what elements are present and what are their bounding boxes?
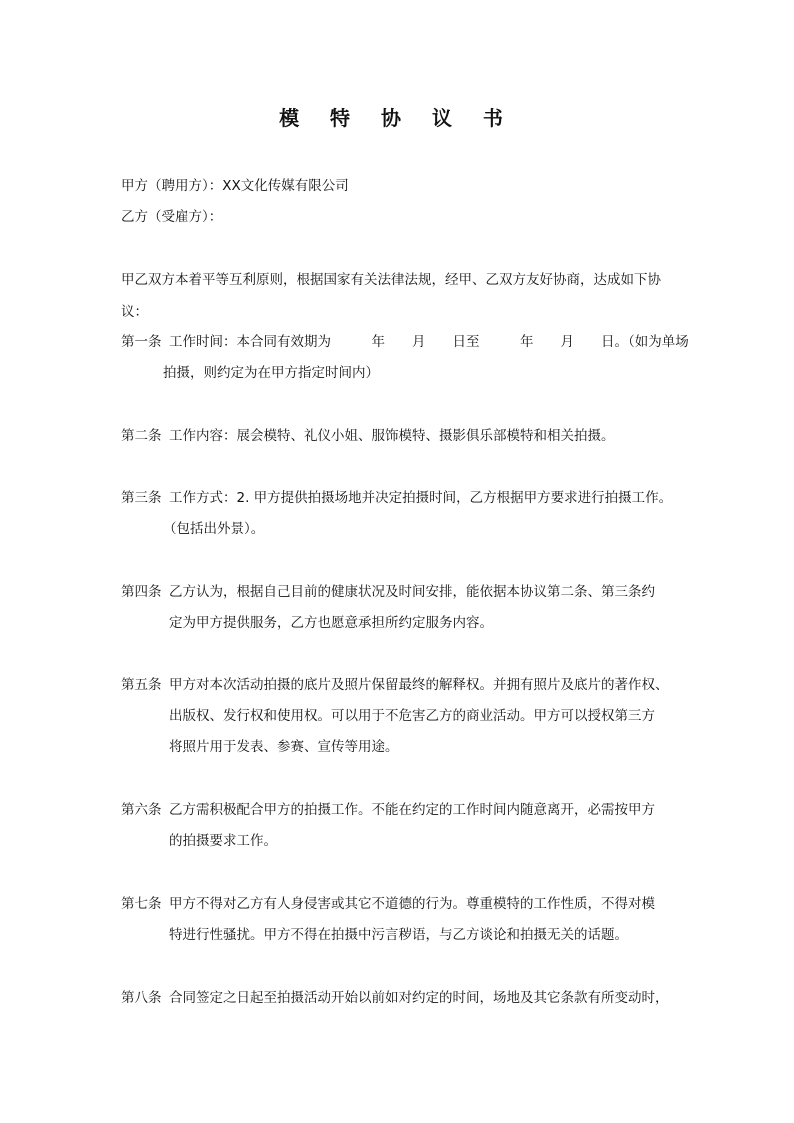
intro-line: 甲乙双方本着平等互利原则，根据国家有关法律法规，经甲、乙双方友好协商，达成如下协 xyxy=(121,272,661,288)
article-text: 拍摄，则约定为在甲方指定时间内） xyxy=(163,365,379,381)
article-text: 特进行性骚扰。甲方不得在拍摄中污言秽语，与乙方谈论和拍摄无关的话题。 xyxy=(169,927,628,943)
article-text: 出版权、发行权和使用权。可以用于不危害乙方的商业活动。甲方可以授权第三方 xyxy=(169,708,655,724)
party-a-line: 甲方（聘用方）：XX文化传媒有限公司 xyxy=(121,178,349,194)
intro-line: 议： xyxy=(121,304,148,320)
article-text: 工作内容：展会模特、礼仪小姐、服饰模特、摄影俱乐部模特和相关拍摄。 xyxy=(169,428,615,444)
article-text: 甲方不得对乙方有人身侵害或其它不道德的行为。尊重模特的工作性质，不得对模 xyxy=(169,896,655,912)
article-text: 工作时间：本合同有效期为 年 月 日至 年 月 日。（如为单场 xyxy=(169,334,689,350)
article-label: 第七条 xyxy=(121,896,162,912)
article-8 xyxy=(121,989,681,1009)
article-5 xyxy=(121,676,681,758)
article-1 xyxy=(121,333,689,383)
document-title: 模 特 协 议 书 xyxy=(279,106,515,130)
article-2 xyxy=(121,427,681,447)
article-label: 第五条 xyxy=(121,677,162,693)
article-text: 合同签定之日起至拍摄活动开始以前如对约定的时间，场地及其它条款有所变动时， xyxy=(169,990,669,1006)
article-text: 的拍摄要求工作。 xyxy=(169,833,277,849)
article-text: 乙方需积极配合甲方的拍摄工作。不能在约定的工作时间内随意离开，必需按甲方 xyxy=(169,802,655,818)
article-label: 第一条 xyxy=(121,334,162,350)
article-6 xyxy=(121,801,681,851)
article-label: 第四条 xyxy=(121,584,162,600)
article-text: （包括出外景）。 xyxy=(163,521,265,537)
article-label: 第六条 xyxy=(121,802,162,818)
article-4 xyxy=(121,583,681,633)
article-text: 乙方认为，根据自己目前的健康状况及时间安排，能依据本协议第二条、第三条约 xyxy=(169,584,655,600)
article-text: 定为甲方提供服务，乙方也愿意承担所约定服务内容。 xyxy=(169,615,493,631)
article-text: 工作方式：2. 甲方提供拍摄场地并决定拍摄时间，乙方根据甲方要求进行拍摄工作。 xyxy=(169,490,673,506)
article-label: 第三条 xyxy=(121,490,162,506)
article-label: 第八条 xyxy=(121,990,162,1006)
article-7 xyxy=(121,895,681,945)
article-text: 将照片用于发表、参赛、宣传等用途。 xyxy=(169,739,399,755)
article-3 xyxy=(121,489,681,539)
article-text: 甲方对本次活动拍摄的底片及照片保留最终的解释权。并拥有照片及底片的著作权、 xyxy=(169,677,669,693)
party-b-line: 乙方（受雇方）： xyxy=(121,209,223,225)
article-label: 第二条 xyxy=(121,428,162,444)
